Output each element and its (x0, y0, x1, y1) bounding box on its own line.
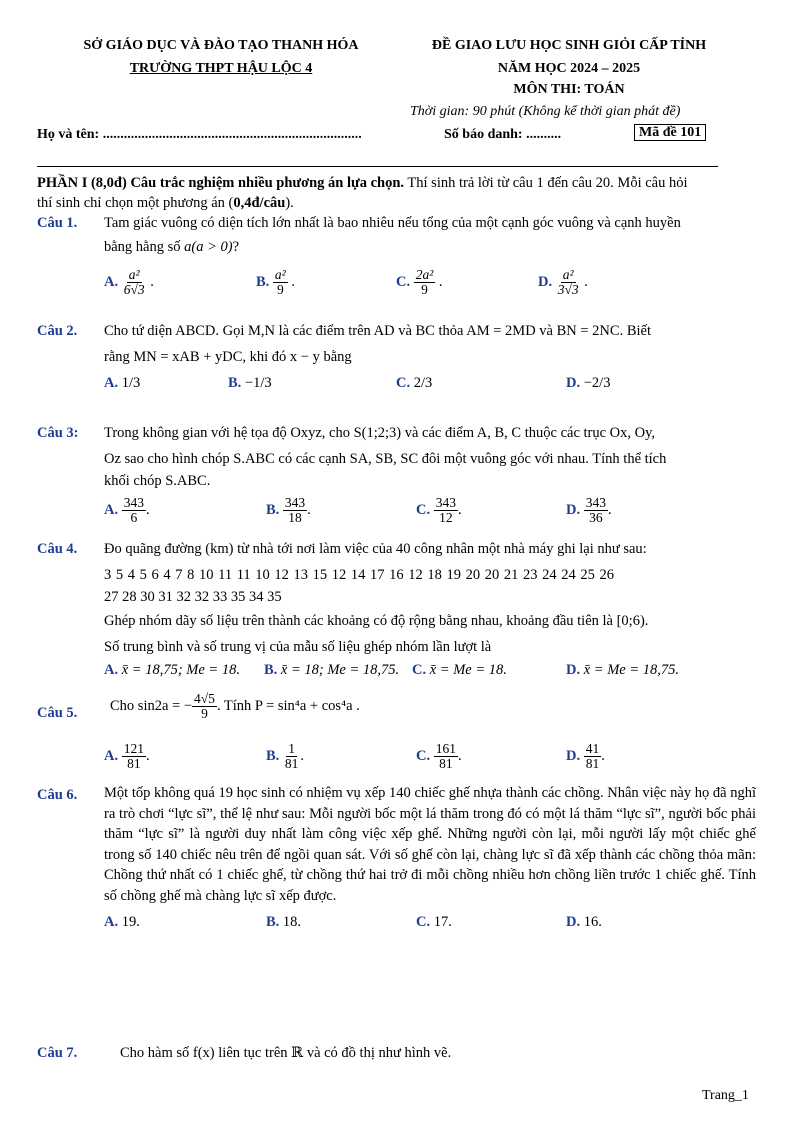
q6-option-c[interactable]: C. 17. (416, 914, 452, 930)
q2-option-b[interactable]: B. −1/3 (228, 375, 272, 391)
school-year: NĂM HỌC 2024 – 2025 (497, 61, 641, 76)
q5-text-a: Cho sin2a = − (110, 697, 193, 714)
q2-line1: Cho tứ diện ABCD. Gọi M,N là các điểm trên AD và BC thỏa AM = 2MD và BN = 2NC. Biết (104, 323, 651, 339)
q5-d-den: 81 (585, 756, 600, 771)
q5-line1 (110, 692, 360, 721)
q3-option-c[interactable]: C. $\frac{343}{12}$ . (416, 495, 462, 525)
q1-b-den: 9 (276, 282, 284, 297)
q4-c-value: x̄ = Me = 18. (429, 662, 507, 678)
part1-desc: Thí sinh trả lời từ câu 1 đến câu 20. Mỗi câu hỏi (404, 175, 688, 191)
q5-option-d[interactable]: D. $\frac{41}{81}$ . (566, 741, 605, 771)
q1-math: a(a > 0) (184, 239, 233, 255)
q2-c-value: 2/3 (413, 375, 433, 391)
q5-a-num: 121 (123, 741, 144, 756)
q1-line1: Tam giác vuông có diện tích lớn nhất là bao nhiêu nếu tổng của một cạnh góc vuông và cạnh huyền (104, 215, 681, 231)
q4-data-row2: 27 28 30 31 32 32 33 35 34 35 (104, 589, 282, 605)
q6-d-value: 16. (583, 914, 602, 930)
q3-d-den: 36 (589, 510, 603, 525)
q5-d-num: 41 (585, 741, 600, 756)
q7-line1: Cho hàm số f(x) liên tục trên ℝ và có đồ thị như hình vẽ. (120, 1045, 452, 1061)
q4-line1: Đo quãng đường (km) từ nhà tới nơi làm việc của 40 công nhân một nhà máy ghi lại như sau: (104, 541, 647, 557)
student-id-field: Số báo danh: .......... (444, 127, 562, 142)
q1-d-num: a² (562, 267, 574, 282)
q4-d-value: x̄ = Me = 18,75. (583, 662, 680, 678)
q2-option-a[interactable]: A. 1/3 (104, 375, 141, 391)
q1-text: bằng hằng số (104, 239, 185, 255)
q1-option-c[interactable]: C. $\frac{\text{2a²}}{9}$ . (396, 267, 443, 297)
q3-line2: Oz sao cho hình chóp S.ABC có các cạnh SA, SB, SC đôi một vuông góc với nhau. Tính thể tích (104, 451, 667, 467)
q6-text: Một tốp không quá 19 học sinh có nhiệm vụ xếp 140 chiếc ghế nhựa thành các chồng. Nhân việc này họ đã nghĩ ra trò chơi “lực sĩ”, thể lệ như sau: Mỗi người bốc một lá thăm trong đó có một lá thăm “lực sĩ”, người bốc phải thăm “lực sĩ” là người duy nhất làm công việc xếp ghế. Những người còn lại, mỗi người lấy một chiếc ghế trong số 140 chiếc nêu trên để ngồi quan sát. Với số ghế còn lại, chàng lực sĩ đã xếp thành các chồng thỏa mãn: Chồng thứ nhất có 1 chiếc ghế, từ chồng thứ hai trở đi mỗi chồng nhiều hơn chồng liền trước 1 chiếc ghế. Tính số chồng ghế mà chàng lực sĩ xếp được. (104, 785, 756, 904)
q3-d-num: 343 (585, 495, 606, 510)
q4-data-row1: 3 5 4 5 6 4 7 8 10 11 11 10 12 13 15 12 14 17 16 12 18 19 20 20 21 23 24 24 25 26 (104, 567, 615, 583)
q4-option-c[interactable]: C. x̄ = Me = 18. (412, 662, 507, 678)
q6-b-value: 18. (282, 914, 302, 930)
q5-num: 4√5 (194, 691, 215, 706)
q5-text-b: . Tính P = sin⁴a + cos⁴a . (216, 697, 360, 714)
school-department: SỞ GIÁO DỤC VÀ ĐÀO TẠO THANH HÓA (83, 38, 359, 53)
q5-c-den: 81 (439, 756, 453, 771)
exam-title: ĐỀ GIAO LƯU HỌC SINH GIỎI CẤP TỈNH (431, 38, 707, 53)
q5-c-num: 161 (435, 741, 456, 756)
student-name-field: Họ và tên: .......................................................................... (37, 127, 362, 142)
q2-d-value: −2/3 (583, 375, 611, 391)
school-name: TRƯỜNG THPT HẬU LỘC 4 (129, 61, 313, 76)
q1-line2 (104, 238, 239, 256)
q5-den: 9 (201, 706, 208, 721)
q3-b-den: 18 (288, 510, 302, 525)
exam-code (634, 125, 706, 141)
q5-label: Câu 5. (37, 705, 78, 721)
q4-option-b[interactable]: B. x̄ = 18; Me = 18,75. (264, 662, 400, 678)
q4-a-value: x̄ = 18,75; Me = 18. (121, 662, 240, 678)
part1-line1 (37, 174, 688, 192)
q1-d-den: 3√3 (557, 282, 579, 297)
header-divider (37, 166, 718, 167)
q4-option-a[interactable]: A. x̄ = 18,75; Me = 18. (104, 662, 240, 678)
time-limit: Thời gian: 90 phút (Không kể thời gian phát đề) (410, 104, 681, 119)
q3-option-a[interactable]: A. $\frac{343}{6}$ . (104, 495, 150, 525)
q5-b-den: 81 (284, 756, 299, 771)
q1-qmark: ? (232, 239, 240, 255)
q3-c-den: 12 (439, 510, 453, 525)
q1-a-den: 6√3 (123, 282, 145, 297)
q3-a-num: 343 (123, 495, 144, 510)
q1-option-a[interactable]: A. $\frac{\text{a²}}{6√3}$ . (104, 267, 154, 297)
q5-option-a[interactable]: A. $\frac{121}{81}$ . (104, 741, 150, 771)
part1-line2 (37, 194, 294, 212)
q6-option-b[interactable]: B. 18. (266, 914, 302, 930)
q2-option-d[interactable]: D. −2/3 (566, 375, 611, 391)
q1-option-d[interactable]: D. $\frac{\text{a²}}{3√3}$ . (538, 267, 588, 297)
q6-option-a[interactable]: A. 19. (104, 914, 140, 930)
q6-option-d[interactable]: D. 16. (566, 914, 602, 930)
q1-label: Câu 1. (37, 215, 78, 231)
q1-c-den: 9 (421, 282, 428, 297)
q7-label: Câu 7. (37, 1045, 78, 1061)
q2-option-c[interactable]: C. 2/3 (396, 375, 433, 391)
part1-title: PHẦN I (8,0đ) Câu trắc nghiệm nhiều phương án lựa chọn. (37, 175, 405, 191)
q6-a-value: 19. (121, 914, 140, 930)
q1-c-num: 2a² (415, 267, 434, 282)
q1-a-num: a² (128, 267, 140, 282)
q4-option-d[interactable]: D. x̄ = Me = 18,75. (566, 662, 680, 678)
q3-a-den: 6 (130, 510, 138, 525)
subject: MÔN THI: TOÁN (513, 82, 625, 97)
part1-desc3: ). (285, 195, 294, 211)
q3-line1: Trong không gian với hệ tọa độ Oxyz, cho S(1;2;3) và các điểm A, B, C thuộc các trục Ox, Oy, (104, 425, 656, 441)
q4-line2: Ghép nhóm dãy số liệu trên thành các khoảng có độ rộng bằng nhau, khoảng đầu tiên là [0;6). (104, 613, 649, 629)
q5-b-num: 1 (288, 741, 296, 756)
q2-label: Câu 2. (37, 323, 78, 339)
q2-a-value: 1/3 (121, 375, 141, 391)
part1-desc2: thí sinh chỉ chọn một phương án ( (37, 195, 234, 211)
q3-label: Câu 3: (37, 425, 79, 441)
q5-a-den: 81 (127, 756, 141, 771)
q3-option-d[interactable]: D. $\frac{343}{36}$ . (566, 495, 612, 525)
q5-option-c[interactable]: C. $\frac{161}{81}$ . (416, 741, 462, 771)
exam-code-box: Mã đề 101 (634, 124, 706, 141)
q2-b-value: −1/3 (244, 375, 272, 391)
q3-option-b[interactable]: B. $\frac{343}{18}$ . (266, 495, 311, 525)
q6-label: Câu 6. (37, 787, 78, 803)
q1-option-b[interactable]: B. $\frac{\text{a²}}{9}$ . (256, 267, 295, 297)
q4-b-value: x̄ = 18; Me = 18,75. (280, 662, 400, 678)
page-number: Trang_1 (702, 1088, 749, 1103)
q6-c-value: 17. (433, 914, 452, 930)
q3-line3: khối chóp S.ABC. (104, 473, 211, 489)
q4-label: Câu 4. (37, 541, 78, 557)
q4-line3: Số trung bình và số trung vị của mẫu số liệu ghép nhóm lần lượt là (104, 639, 492, 655)
q3-c-num: 343 (435, 495, 456, 510)
part1-points: 0,4đ/câu (233, 195, 286, 211)
q2-line2: rằng MN = xAB + yDC, khi đó x − y bằng (104, 349, 352, 365)
q5-option-b[interactable]: B. $\frac{1}{81}$ . (266, 741, 305, 771)
q1-b-num: a² (274, 267, 286, 282)
q3-b-num: 343 (284, 495, 306, 510)
